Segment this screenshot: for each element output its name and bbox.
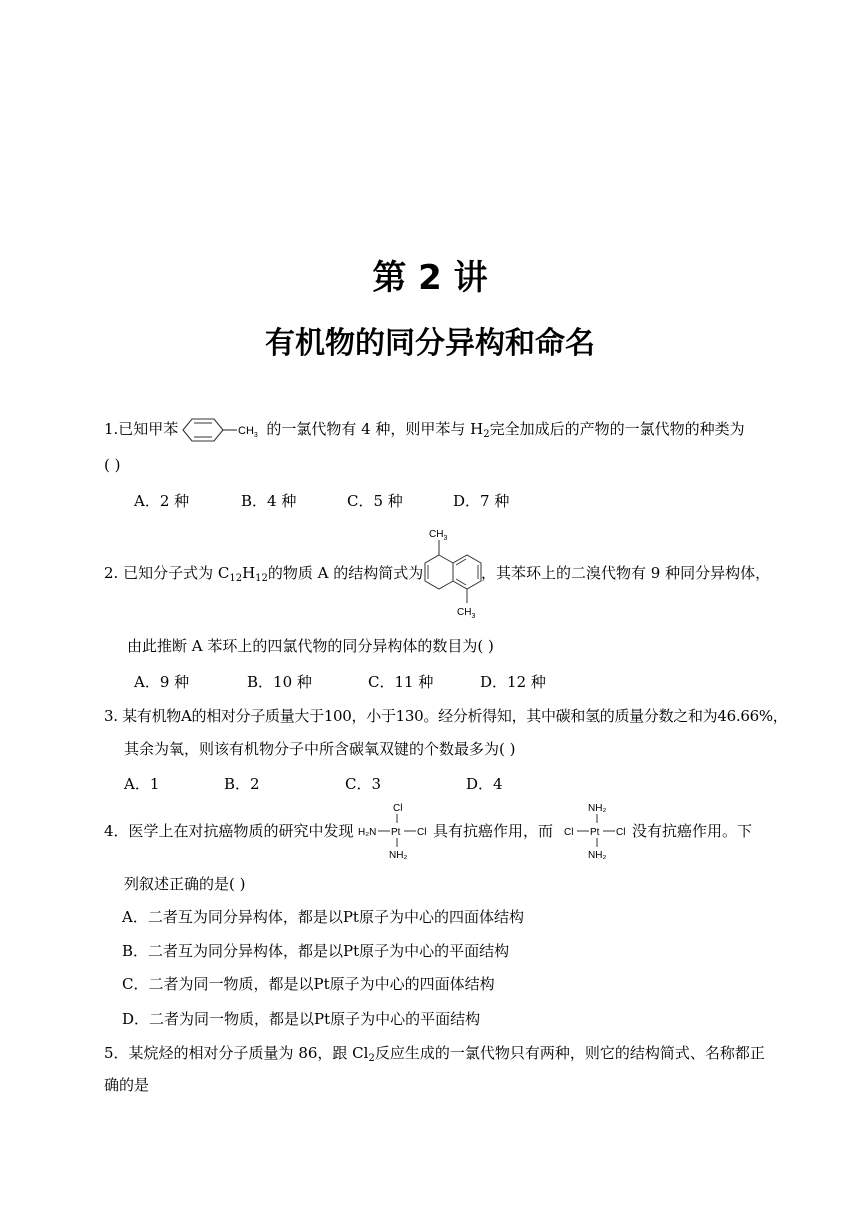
q2-option-a[interactable]: A．9 种 bbox=[134, 673, 190, 691]
q1-option-c[interactable]: C．5 种 bbox=[347, 492, 403, 510]
q5-line2: 确的是 bbox=[104, 1076, 150, 1094]
q2-h-subscript: 12 bbox=[255, 573, 268, 584]
q1-h2-subscript: 2 bbox=[483, 429, 490, 440]
q4-suffix: 没有抗癌作用。下 bbox=[632, 822, 753, 840]
s2-left-label: Cl bbox=[564, 827, 574, 838]
transplatin-structure bbox=[563, 800, 633, 862]
q2-option-c[interactable]: C．11 种 bbox=[368, 673, 434, 691]
s1-center-label: Pt bbox=[391, 827, 401, 838]
q1-option-a[interactable]: A．2 种 bbox=[134, 492, 190, 510]
q3-line1: 3. 某有机物A的相对分子质量大于100，小于130。经分析得知，其中碳和氢的质量分数之和为46.66%， bbox=[104, 707, 788, 725]
q2-line2: 由此推断 A 苯环上的四氯代物的同分异构体的数目为( ) bbox=[127, 637, 494, 655]
q5-suffix: 反应生成的一氯代物只有两种，则它的结构简式、名称都正 bbox=[374, 1044, 765, 1062]
q5-cl2-subscript: 2 bbox=[368, 1053, 375, 1064]
toluene-ch3-label: $CH_3$ bbox=[238, 425, 259, 439]
s2-right-label: Cl bbox=[616, 827, 626, 838]
q1-option-d[interactable]: D．7 种 bbox=[453, 492, 510, 510]
q2-options bbox=[134, 671, 546, 692]
s2-center-label: Pt bbox=[590, 827, 600, 838]
q4-option-a[interactable]: A．二者互为同分异构体，都是以Pt原子为中心的四面体结构 bbox=[122, 908, 524, 926]
q1-option-b[interactable]: B．4 种 bbox=[241, 492, 297, 510]
lecture-title: 第 2 讲 bbox=[372, 258, 488, 298]
q3-option-d[interactable]: D．4 bbox=[466, 775, 503, 793]
q4-line2: 列叙述正确的是( ) bbox=[124, 875, 246, 893]
q5-prefix: 5．某烷烃的相对分子质量为 86，跟 Cl bbox=[104, 1044, 369, 1062]
q2-h: H bbox=[242, 564, 256, 582]
q2-mid: 的物质 A 的结构简式为 bbox=[267, 564, 424, 582]
q2-option-b[interactable]: B．10 种 bbox=[247, 673, 312, 691]
s1-top-label: Cl bbox=[393, 803, 403, 814]
q1-answer-paren: ( ) bbox=[104, 456, 121, 474]
q3-options bbox=[124, 773, 503, 794]
q2-prefix: 2. 已知分子式为 C bbox=[104, 564, 230, 582]
q1-suffix: 完全加成后的产物的一氯代物的种类为 bbox=[489, 420, 745, 438]
q3-option-b[interactable]: B．2 bbox=[224, 775, 260, 793]
dimethylnaphthalene-structure bbox=[416, 525, 482, 621]
q1-prefix: 1.已知甲苯 bbox=[104, 420, 179, 438]
q4-option-b[interactable]: B．二者互为同分异构体，都是以Pt原子为中心的平面结构 bbox=[122, 942, 510, 960]
q5-line1 bbox=[104, 1043, 765, 1069]
cisplatin-structure bbox=[357, 800, 433, 862]
topic-title: 有机物的同分异构和命名 bbox=[265, 326, 595, 361]
s2-bottom-label: NH₂ bbox=[588, 850, 607, 861]
question-1-line1 bbox=[104, 416, 745, 445]
q1-options bbox=[134, 490, 509, 511]
s1-left-label: H₂N bbox=[358, 827, 377, 838]
question-2-line1 bbox=[104, 563, 423, 589]
q4-prefix: 4．医学上在对抗癌物质的研究中发现 bbox=[104, 822, 354, 840]
q2-suffix: ，其苯环上的二溴代物有 9 种同分异构体， bbox=[481, 564, 771, 582]
naph-ch3-top-label: $CH_3$ bbox=[429, 529, 448, 542]
naph-ch3-bottom-label: $CH_3$ bbox=[457, 607, 476, 620]
q3-option-c[interactable]: C．3 bbox=[345, 775, 382, 793]
q3-line2: 其余为氧，则该有机物分子中所含碳氧双键的个数最多为( ) bbox=[124, 740, 516, 758]
toluene-structure bbox=[179, 416, 265, 444]
q2-option-d[interactable]: D．12 种 bbox=[480, 673, 546, 691]
q4-option-c[interactable]: C．二者为同一物质，都是以Pt原子为中心的四面体结构 bbox=[122, 975, 495, 993]
s1-right-label: Cl bbox=[417, 827, 427, 838]
s1-bottom-label: NH₂ bbox=[389, 850, 408, 861]
s2-top-label: NH₂ bbox=[588, 803, 607, 814]
q4-option-d[interactable]: D．二者为同一物质，都是以Pt原子为中心的平面结构 bbox=[122, 1010, 481, 1028]
q2-c-subscript: 12 bbox=[229, 573, 243, 584]
q4-mid: 具有抗癌作用，而 bbox=[433, 822, 554, 840]
q1-mid: 的一氯代物有 4 种，则甲苯与 H bbox=[266, 420, 484, 438]
q3-option-a[interactable]: A．1 bbox=[124, 775, 160, 793]
